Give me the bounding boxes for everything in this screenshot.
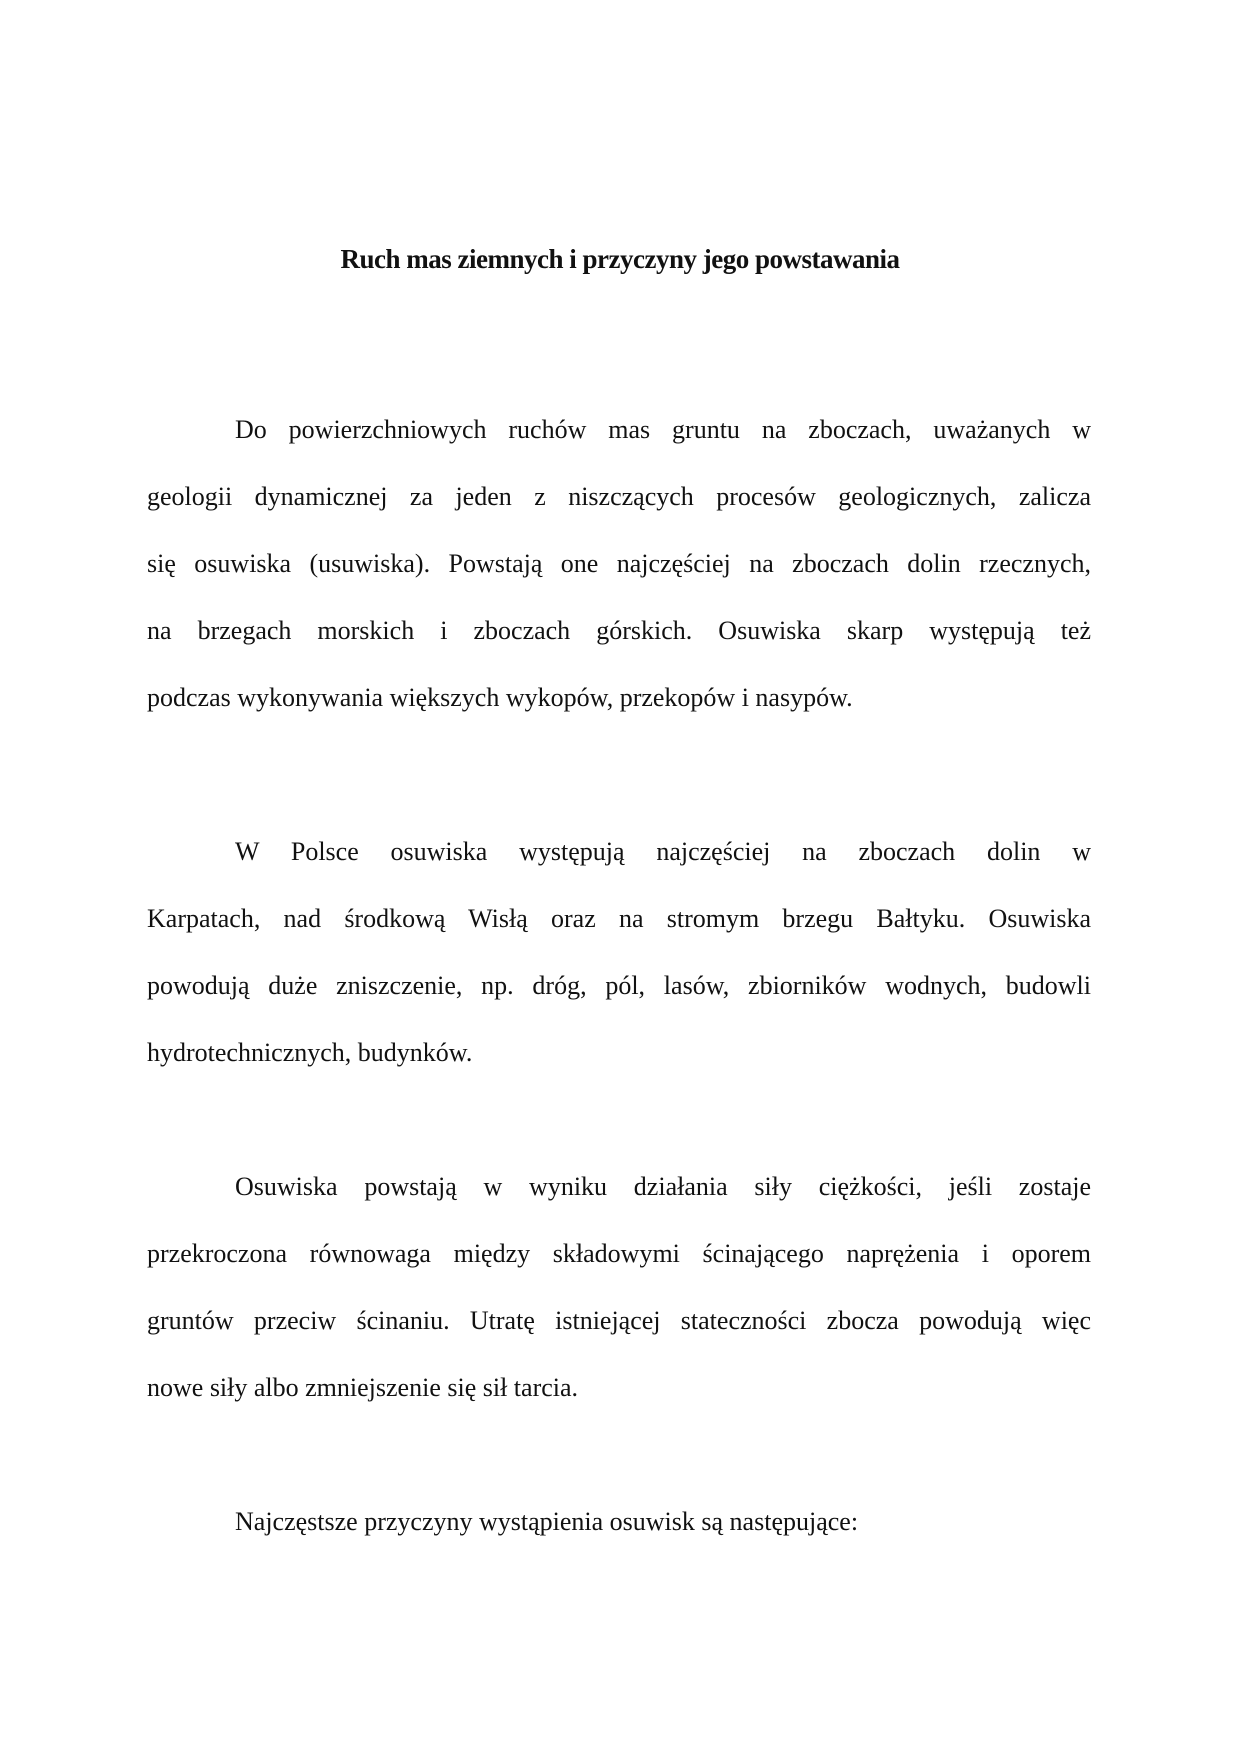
text-line: powodują duże zniszczenie, np. dróg, pól, lasów, zbiorników wodnych, budowli <box>147 971 1091 1000</box>
text-line: nowe siły albo zmniejszenie się sił tarcia. <box>147 1373 579 1402</box>
text-line: podczas wykonywania większych wykopów, przekopów i nasypów. <box>147 683 853 712</box>
text-line: Najczęstsze przyczyny wystąpienia osuwisk są następujące: <box>235 1507 859 1536</box>
text-line: geologii dynamicznej za jeden z niszczących procesów geologicznych, zalicza <box>147 482 1091 511</box>
text-line: się osuwiska (usuwiska). Powstają one najczęściej na zboczach dolin rzecznych, <box>147 549 1091 578</box>
text-line: Osuwiska powstają w wyniku działania siły ciężkości, jeśli zostaje <box>235 1172 1091 1201</box>
text-line: Do powierzchniowych ruchów mas gruntu na zboczach, uważanych w <box>235 415 1091 444</box>
text-line: hydrotechnicznych, budynków. <box>147 1038 473 1067</box>
text-line: przekroczona równowaga między składowymi ścinającego naprężenia i oporem <box>147 1239 1091 1268</box>
text-line: W Polsce osuwiska występują najczęściej na zboczach dolin w <box>235 837 1091 866</box>
document-title: Ruch mas ziemnych i przyczyny jego powstawania <box>340 244 900 274</box>
text-line: gruntów przeciw ścinaniu. Utratę istniejącej stateczności zbocza powodują więc <box>147 1306 1091 1335</box>
text-line: na brzegach morskich i zboczach górskich. Osuwiska skarp występują też <box>147 616 1091 645</box>
text-line: Karpatach, nad środkową Wisłą oraz na stromym brzegu Bałtyku. Osuwiska <box>147 904 1091 933</box>
